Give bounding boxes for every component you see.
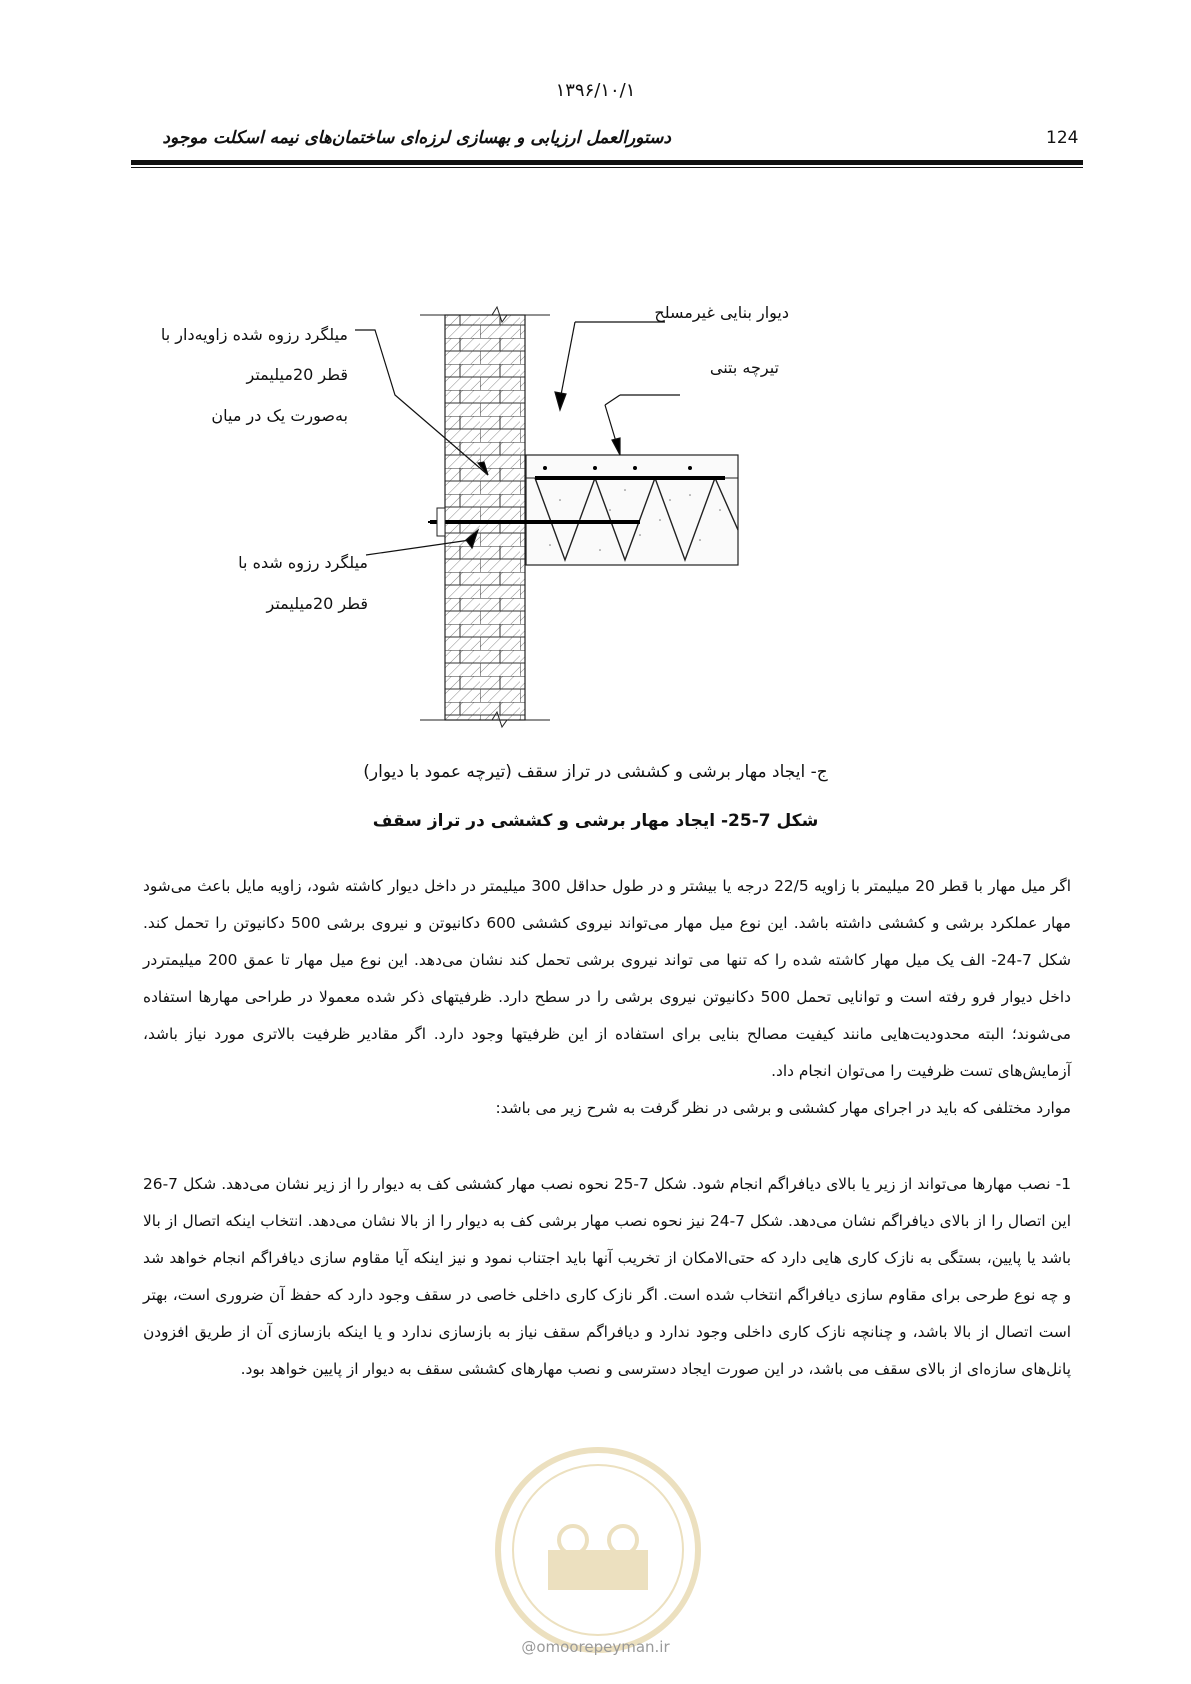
label-wall: دیوار بنایی غیرمسلح	[654, 303, 789, 322]
header-title: دستورالعمل ارزیابی و بهسازی لرزه‌ای ساختمان‌های نیمه اسکلت موجود	[162, 128, 671, 148]
body-text	[143, 868, 1071, 1127]
watermark-site: @omoorepeyman.ir	[521, 1638, 670, 1656]
header-date: ۱۳۹۶/۱۰/۱	[555, 80, 636, 101]
list-item	[143, 1166, 1071, 1388]
figure-caption: شکل 7-25- ایجاد مهار برشی و کششی در تراز سقف	[372, 811, 819, 831]
list-item-number: 1-	[1055, 1175, 1071, 1193]
label-straight-bar-line2: قطر 20میلیمتر	[266, 594, 368, 613]
concrete-joist-slab	[526, 455, 738, 565]
body-intro-line: موارد مختلفی که باید در اجرای مهار کششی و برشی در نظر گرفت به شرح زیر می باشد:	[495, 1099, 1071, 1117]
header-rule-thick	[131, 160, 1083, 165]
header-rule-thin	[131, 167, 1083, 168]
body-paragraph: اگر میل مهار با قطر 20 میلیمتر با زاویه 22/5 درجه یا بیشتر و در طول حداقل 300 میلیمتر در داخل دیوار کاشته شود، زاویه مایل باعث می‌شود مهار عملکرد برشی و کششی داشته باشد. این نوع میل مهار می‌تواند نیروی کششی 600 دکانیوتن و نیروی برشی 500 دکانیوتن را تحمل کند. شکل 7-24- الف یک میل مهار کاشته شده را که تنها می تواند نیروی برشی تحمل کند نشان می‌دهد. این نوع میل مهار تا عمق 200 میلیمتردر داخل دیوار فرو رفته است و توانایی تحمل 500 دکانیوتن نیروی برشی را در سطح دارد. ظرفیتهای ذکر شده معمولا در طراحی مهارها استفاده می‌شوند؛ البته محدودیت‌هایی مانند کیفیت مصالح بنایی برای استفاده از این ظرفیتها وجود دارد. اگر مقادیر ظرفیت بالاتری مورد نیاز باشد، آزمایش‌های تست ظرفیت را می‌توان انجام داد.	[143, 877, 1071, 1080]
label-straight-bar-line1: میلگرد رزوه شده با	[238, 553, 368, 572]
figure-subcaption: ج- ایجاد مهار برشی و کششی در تراز سقف (تیرچه عمود با دیوار)	[363, 762, 828, 782]
publisher-seal-watermark	[478, 1440, 718, 1660]
label-joist: تیرچه بتنی	[709, 358, 779, 377]
page-number: 124	[1046, 128, 1079, 148]
label-angled-bar-line3: به‌صورت یک در میان	[211, 406, 348, 425]
list-item-text: نصب مهارها می‌تواند از زیر یا بالای دیافراگم انجام شود. شکل 7-25 نحوه نصب مهار کششی کف به دیوار را از زیر نشان می‌دهد. شکل 7-26 این اتصال را از بالای دیافراگم نشان می‌دهد. شکل 7-24 نیز نحوه نصب مهار برشی کف به دیوار را از بالا نشان می‌دهد. انتخاب اینکه اتصال از بالا باشد یا پایین، بستگی به نازک کاری هایی دارد که حتی‌الامکان از تخریب آنها باید اجتناب نمود و نیز اینکه آیا مقاوم سازی دیافراگم انجام خواهد شد و چه نوع طرحی برای مقاوم سازی دیافراگم انتخاب شده است. اگر نازک کاری داخلی خاصی در سقف وجود دارد که حفظ آن ضروری است، بهتر است اتصال از بالا باشد، و چنانچه نازک کاری داخلی وجود ندارد و دیافراگم سقف نیاز به بازسازی ندارد و یا اینکه بازسازی آن از طریق افزودن پانل‌های سازه‌ای از بالای سقف می باشد، در این صورت ایجاد دسترسی و نصب مهارهای کششی سقف به دیوار از پایین خواهد بود.	[143, 1175, 1071, 1378]
label-angled-bar-line1: میلگرد رزوه شده زاویه‌دار با	[160, 325, 348, 344]
anchor-detail-drawing	[0, 290, 1191, 740]
label-angled-bar-line2: قطر 20میلیمتر	[246, 365, 348, 384]
